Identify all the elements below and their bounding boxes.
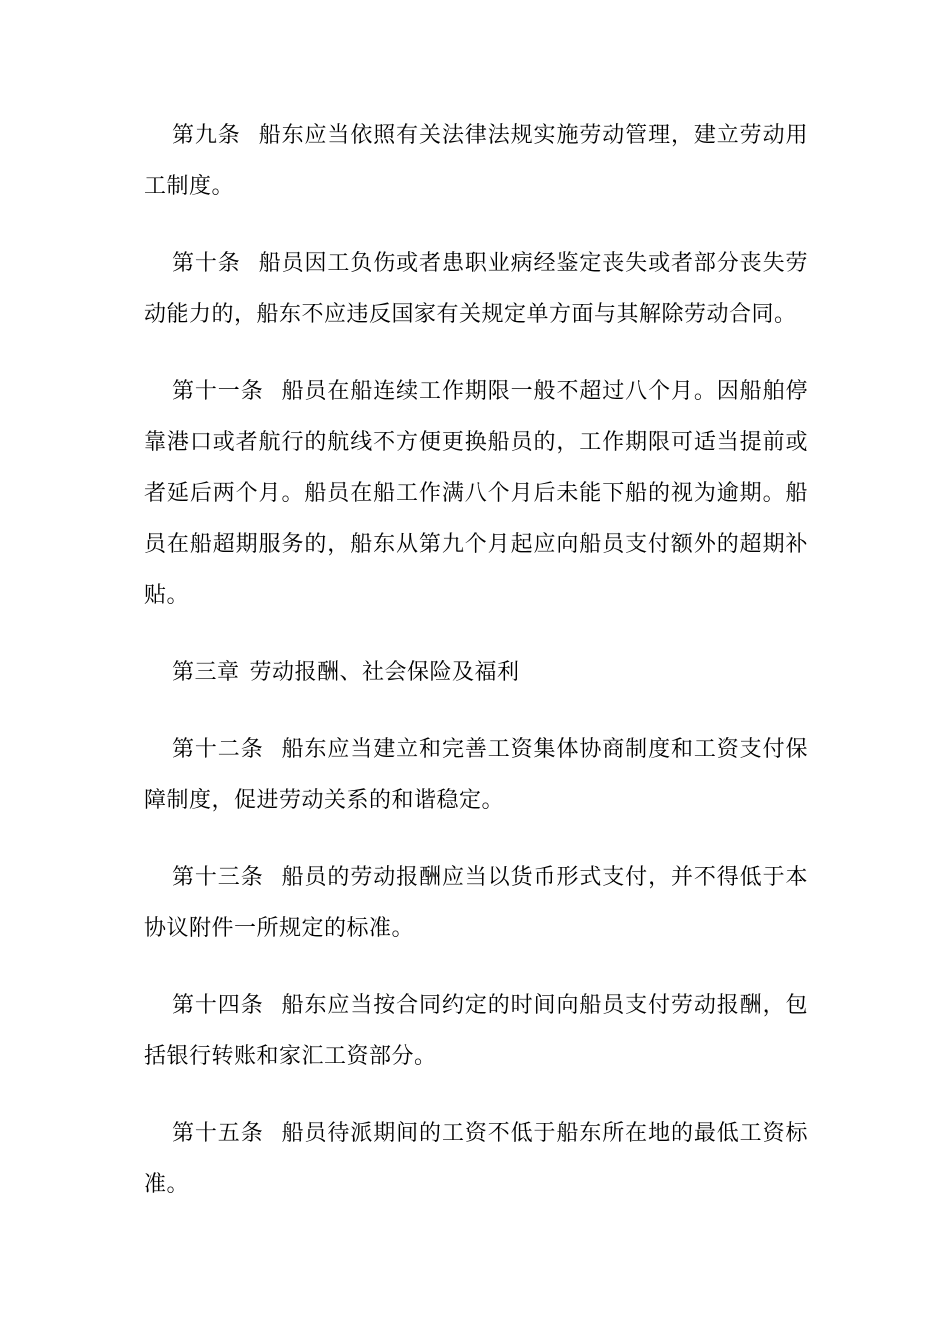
chapter-number: 第三章: [172, 660, 240, 685]
article-number: 第十一条: [172, 379, 264, 404]
article-text: 船东应当按合同约定的时间向船员支付劳动报酬，包括银行转账和家汇工资部分。: [144, 993, 808, 1069]
article-text: 船员的劳动报酬应当以货币形式支付，并不得低于本协议附件一所规定的标准。: [144, 865, 808, 941]
article-11: [144, 366, 808, 621]
article-13: [144, 852, 808, 954]
article-10: [144, 238, 808, 340]
article-number: 第十五条: [172, 1121, 264, 1146]
article-number: 第十二条: [172, 737, 264, 762]
article-9: [144, 110, 808, 212]
article-text: 船员待派期间的工资不低于船东所在地的最低工资标准。: [144, 1121, 808, 1197]
document-body: [144, 110, 808, 1236]
article-number: 第十四条: [172, 993, 264, 1018]
article-text: 船东应当建立和完善工资集体协商制度和工资支付保障制度，促进劳动关系的和谐稳定。: [144, 737, 808, 813]
article-number: 第十条: [172, 251, 241, 276]
article-14: [144, 980, 808, 1082]
chapter-3-heading: [144, 647, 808, 698]
article-number: 第九条: [172, 123, 241, 148]
article-12: [144, 724, 808, 826]
article-text: 船东应当依照有关法律法规实施劳动管理，建立劳动用工制度。: [144, 123, 808, 199]
article-text: 船员在船连续工作期限一般不超过八个月。因船舶停靠港口或者航行的航线不方便更换船员的，工作期限可适当提前或者延后两个月。船员在船工作满八个月后未能下船的视为逾期。船员在船超期服务的，船东从第九个月起应向船员支付额外的超期补贴。: [144, 379, 808, 608]
chapter-title: 劳动报酬、社会保险及福利: [249, 660, 520, 685]
article-15: [144, 1108, 808, 1210]
article-text: 船员因工负伤或者患职业病经鉴定丧失或者部分丧失劳动能力的，船东不应违反国家有关规定单方面与其解除劳动合同。: [144, 251, 808, 327]
article-number: 第十三条: [172, 865, 264, 890]
